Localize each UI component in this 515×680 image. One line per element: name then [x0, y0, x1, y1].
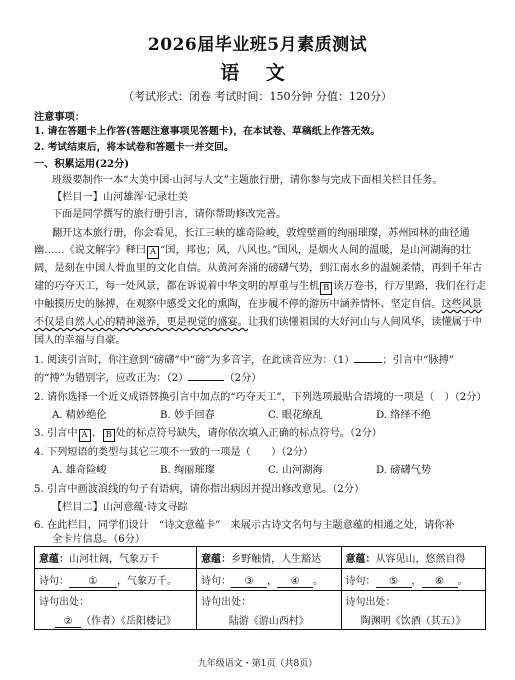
option-a: A. 精妙绝伦 [52, 410, 107, 421]
source-cell: 诗句出处： ② （作者）《岳阳楼记》 [35, 591, 197, 630]
question-2-options [52, 409, 431, 423]
passage-line: 阔，是刻在中国人骨血里的文化自信。从黄河奔涌的磅礴气势，到江南水乡的温婉柔情，再到千年古 [34, 263, 483, 274]
option-d: D. 络绎不绝 [376, 410, 432, 421]
answer-blank[interactable] [188, 380, 224, 381]
wavy-sentence: 不仅是自然人心的精神滋养，更是视觉的盛宴。 [34, 317, 248, 328]
answer-blank[interactable]: ① [69, 576, 117, 588]
table-row [35, 547, 486, 569]
section-heading: 一、积累运用(22分) [34, 158, 130, 170]
table-row [35, 591, 486, 630]
exam-title: 2026届毕业班5月素质测试 [147, 35, 368, 55]
question-4: 4. 下列短语的类型与其它三项不一致的一项是（ ）（2分） [34, 447, 314, 458]
column-one-title: 【栏目一】山河雄浑·记录壮美 [52, 192, 188, 203]
question-1-cont: 的“搏”为错别字，应改正为：（2） （2分） [34, 373, 262, 384]
meaning-cell: 意蕴：山河壮阔，气象万千 [35, 547, 197, 569]
question-3: 3. 引言中 A 、 B 处的标点符号缺失，请你依次填入正确的标点符号。（2分） [34, 428, 382, 440]
passage-line: 国人的幸福与自豪。 [34, 335, 126, 346]
answer-blank[interactable]: ⑥ [422, 576, 458, 588]
question-1: 1. 阅读引言时，你注意到“磅礴”中“磅”为多音字，在此读音应为：（1） ；引言中“脉搏” [34, 355, 454, 366]
subject-title: 语 文 [220, 62, 295, 84]
answer-blank[interactable]: ③ [231, 576, 267, 588]
option-c: C. 山河湖海 [268, 465, 323, 476]
wavy-sentence: 这些风景 [441, 299, 483, 310]
option-c: C. 眼花缭乱 [268, 410, 323, 421]
note-1: 1. 请在答题卡上作答(答题注意事项见答题卡)，在本试卷、草稿纸上作答无效。 [34, 126, 381, 137]
notes-heading: 注意事项： [34, 111, 85, 123]
passage-line: 中触摸历史的脉搏，在观察中感受文化的熏陶，在步履不停的游历中涵养情怀、坚定自信。这些风景 [34, 299, 483, 310]
poem-cell: 诗句： ③ ， ④ 。 [197, 569, 341, 591]
poetry-card-table [34, 546, 486, 630]
passage-line: 不仅是自然人心的精神滋养，更是视觉的盛宴。让我们读懂祖国的大好河山与人间风华，读懂属于中 [34, 317, 483, 328]
blank-box-a: A [147, 246, 159, 259]
source-cell: 诗句出处： 陆游《游山西村》 [197, 591, 341, 630]
passage-line: 幽……《说文解字》释曰 A “国，邦也；风，八风也。”国风，是烟火人间的温暖，是山河湖海的壮 [34, 245, 472, 257]
meaning-cell: 意蕴：乡野触情，人生豁达 [197, 547, 341, 569]
answer-blank[interactable]: ② [55, 616, 81, 628]
question-5: 5. 引言中画波浪线的句子有语病，请你指出病因并提出修改意见。（2分） [34, 484, 365, 495]
option-b: B. 妙手回春 [160, 410, 215, 421]
ref-box-a: A [79, 429, 91, 442]
question-6: 6. 在此栏目，同学们设计 “诗文意蕴卡” 来展示古诗文名句与主题意蕴的相通之处，请你补 [34, 520, 455, 531]
meaning-cell: 意蕴：从容见山，悠然自得 [341, 547, 485, 569]
column-two-title: 【栏目二】山河意蕴·诗文寻踪 [52, 502, 188, 513]
question-4-options [52, 464, 431, 478]
question-6-cont: 全卡片信息。（6分） [52, 534, 146, 545]
passage-line: 翻开这本旅行册，你会看见，长江三峡的雄奇险峻，敦煌壁画的绚丽璀璨，苏州园林的曲径通 [52, 228, 470, 239]
option-d: D. 磅礴气势 [376, 465, 432, 476]
ref-box-b: B [103, 429, 115, 442]
answer-blank[interactable] [354, 362, 382, 363]
exam-info: （考试形式：闭卷 考试时间：150分钟 分值：120分） [123, 90, 392, 103]
question-2: 2. 请你选择一个近义成语替换引言中加点的“巧夺天工”，下列选项最贴合语境的一项是（ ）（2分） [34, 392, 487, 403]
note-2: 2. 考试结束后，将本试卷和答题卡一并交回。 [34, 142, 234, 153]
blank-box-b: B [320, 282, 332, 295]
option-b: B. 绚丽璀璨 [160, 465, 215, 476]
section-intro: 班级要制作一本“大美中国·山河与人文”主题旅行册，请你参与完成下面相关栏目任务。 [52, 175, 443, 186]
table-row [35, 569, 486, 591]
passage-line: 建的巧夺天工，每一处风景，都在诉说着中华文明的厚重与生机 B 读万卷书，行万里路，我们在行走 [34, 281, 487, 293]
option-a: A. 雄奇险峻 [52, 465, 107, 476]
answer-blank[interactable]: ④ [277, 576, 313, 588]
column-one-desc: 下面是同学撰写的旅行册引言，请你帮助修改完善。 [52, 209, 287, 220]
source-cell: 诗句出处： 陶渊明《饮酒（其五）》 [341, 591, 485, 630]
poem-cell: 诗句： ① ，气象万千。 [35, 569, 197, 591]
answer-blank[interactable]: ⑤ [376, 576, 412, 588]
page-footer: 九年级语文・第1页（共8页） [197, 659, 318, 669]
poem-cell: 诗句： ⑤ ， ⑥ 。 [341, 569, 485, 591]
